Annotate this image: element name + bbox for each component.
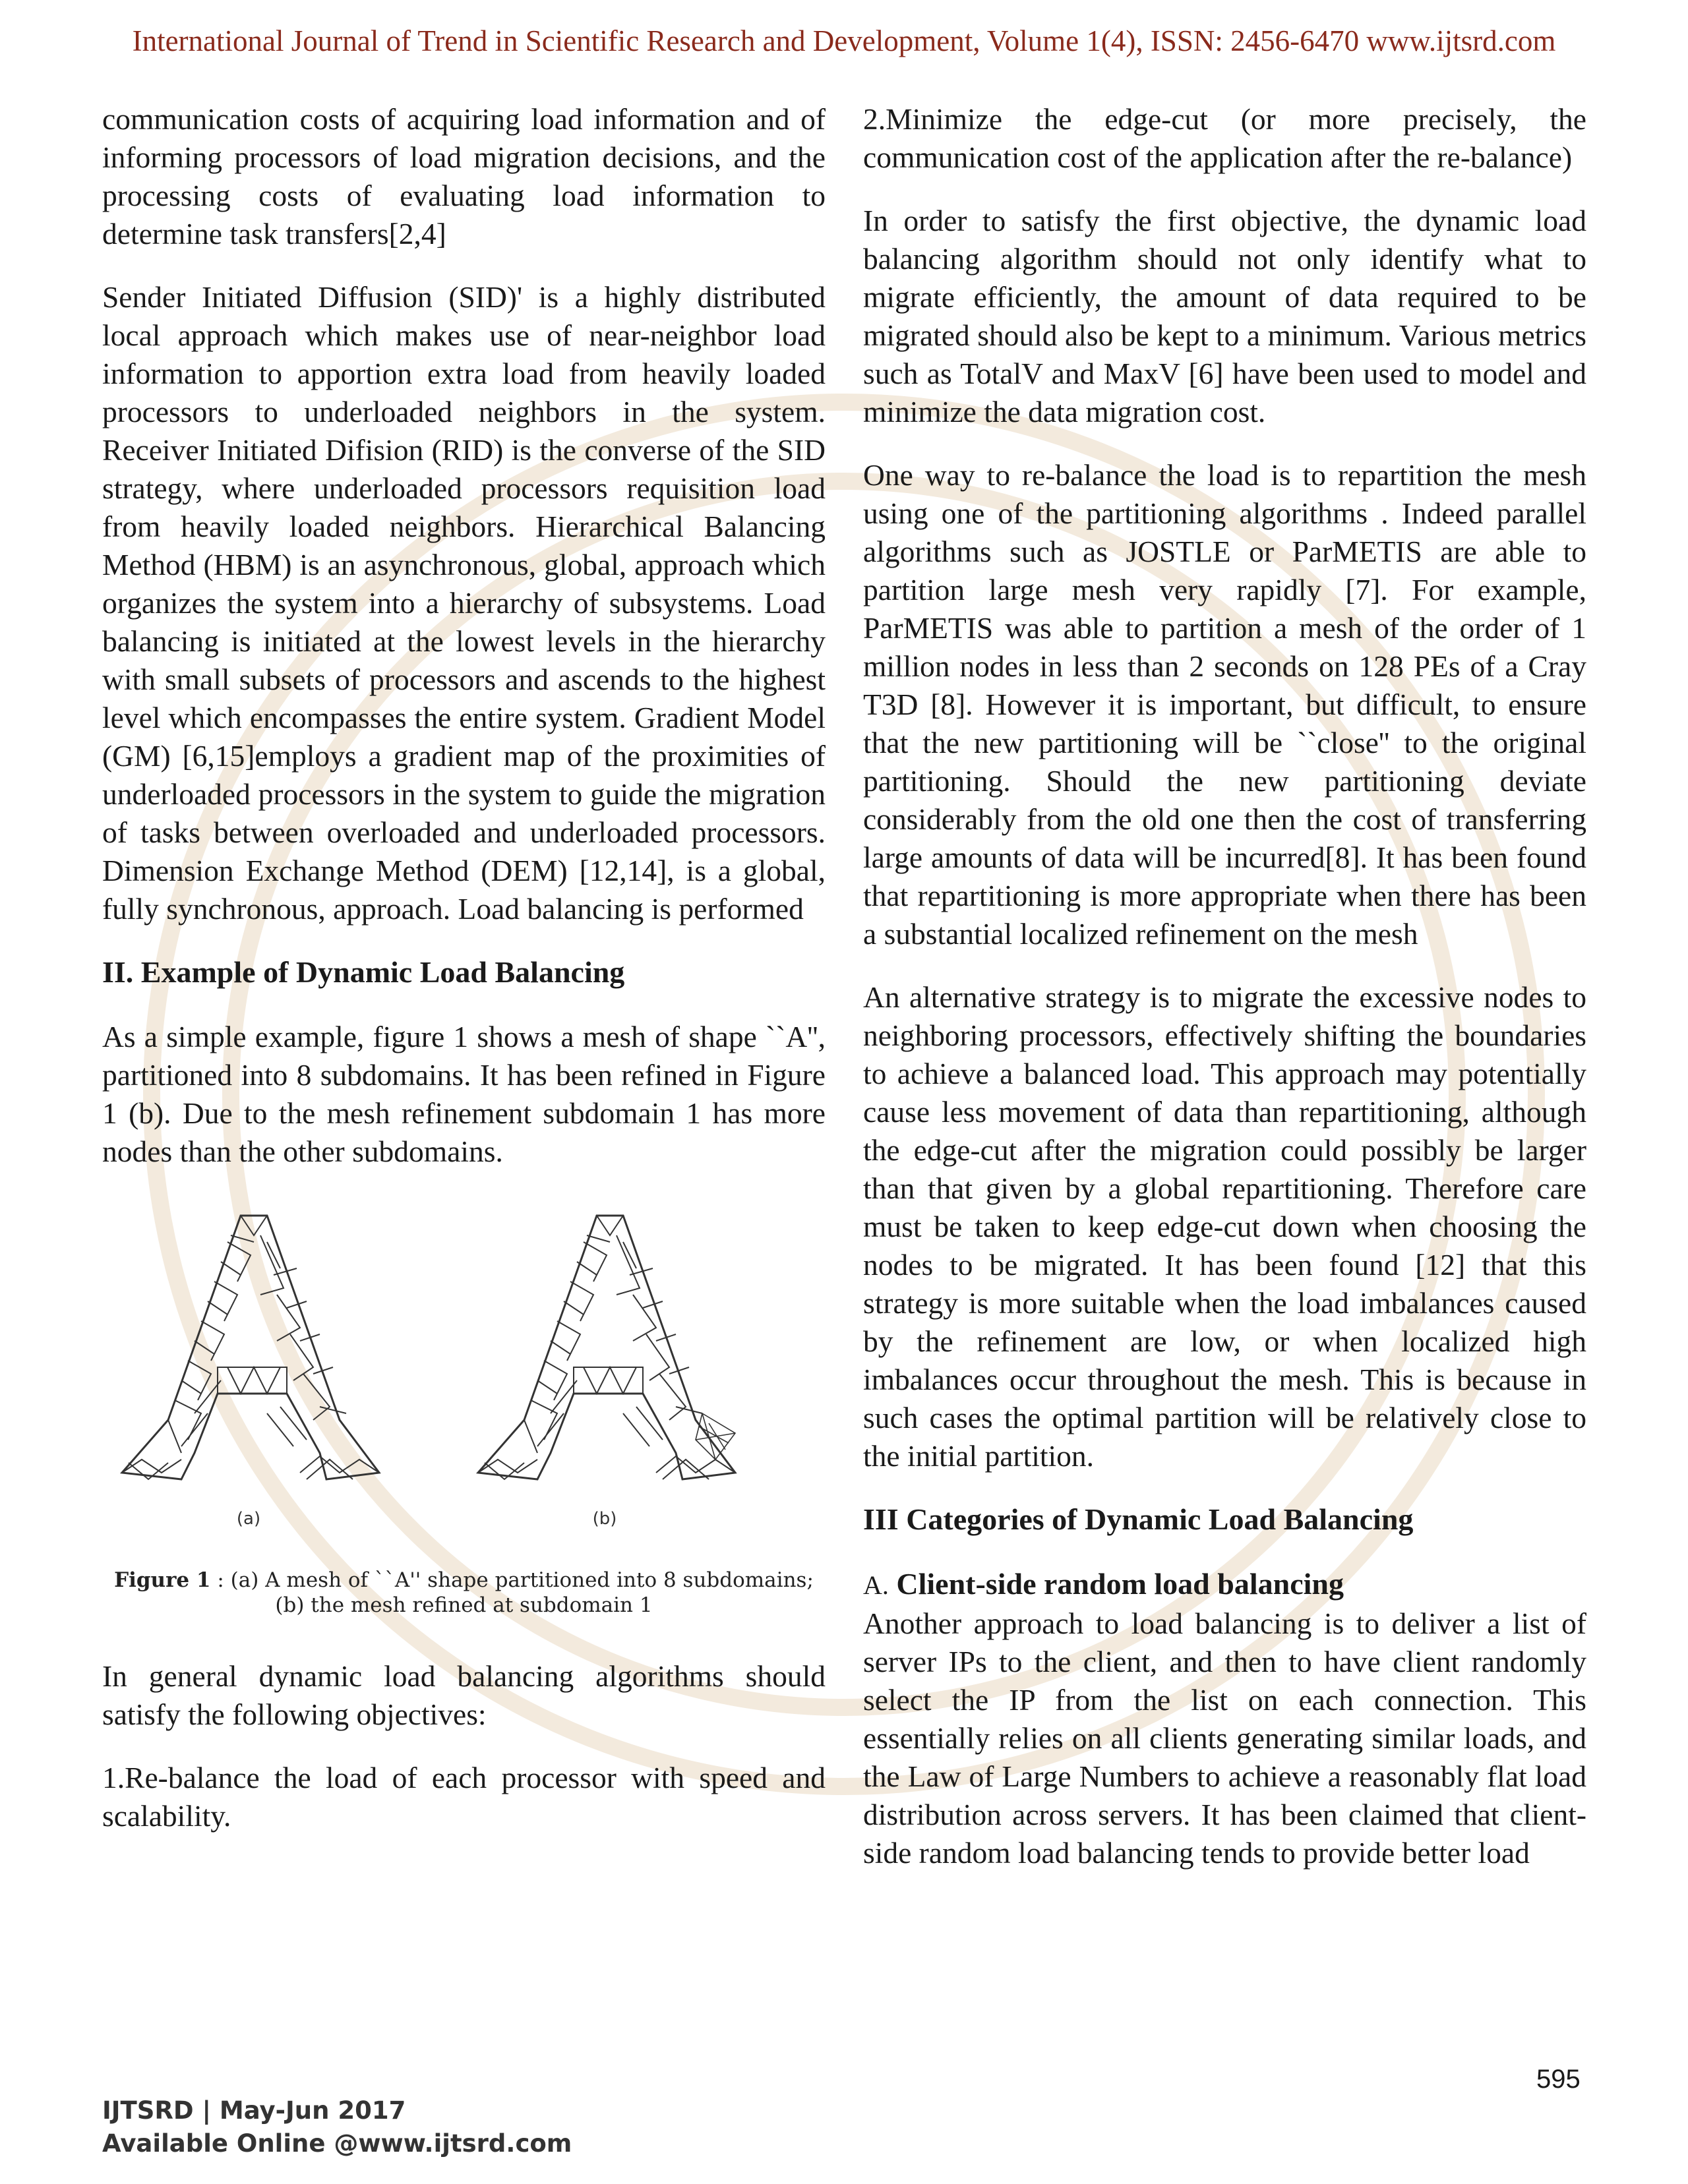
refined-region — [696, 1413, 735, 1460]
footer-journal-issue: IJTSRD | May-Jun 2017 — [102, 2096, 406, 2125]
footer-website: Available Online @www.ijtsrd.com — [102, 2129, 572, 2158]
left-paragraph-2: Sender Initiated Diffusion (SID)' is a highly distributed local approach which makes use of near-neighbor load information to apportion extra load from heavily loaded processors to underloaded neighbors in the system. Receiver Initiated Difision (RID) is the converse of the SID strategy, where underloaded processors requisition load from heavily loaded neighbors. Hierarchical Balancing Method (HBM) is an asynchronous, global, approach which organizes the system into a hierarchy of subsystems. Load balancing is initiated at the lowest levels in the hierarchy with small subsets of processors and ascends to the highest level which encompasses the entire system. Gradient Model (GM) [6,15]employs a gradient map of the proximities of underloaded processors in the system to guide the migration of tasks between overloaded and underloaded processors. Dimension Exchange Method (DEM) [12,14], is a global, fully synchronous, approach. Load balancing is performed — [102, 280, 826, 926]
subsection-letter: A. — [863, 1570, 889, 1600]
left-paragraph-3: As a simple example, figure 1 shows a mesh of shape ``A'', partitioned into 8 subdomains. It has been refined in Figure 1 (b). Due to the mesh refinement subdomain 1 has more nodes than the other subdomains. — [102, 1020, 826, 1168]
right-paragraph-4: An alternative strategy is to migrate the excessive nodes to neighboring processors, effectively shifting the boundaries to achieve a balanced load. This approach may potentially cause less movement of data than repartitioning, although the edge-cut after the migration could possibly be larger than that given by a global repartitioning. Therefore care must be taken to keep edge-cut down when choosing the nodes to be migrated. It has been found [12] that this strategy is more suitable when the load imbalances caused by the refinement are low, or when localized high imbalances occur throughout the mesh. This is because in such cases the optimal partition will be relatively close to the initial partition. — [863, 980, 1586, 1473]
figure-caption — [102, 1568, 826, 1618]
section-heading-example: II. Example of Dynamic Load Balancing — [102, 955, 625, 989]
mesh-figure — [102, 1196, 826, 1565]
journal-header: International Journal of Trend in Scientific Research and Development, Volume 1(4), ISSN: 2456-6470 www.ijtsrd.com — [132, 24, 1556, 57]
figure-1 — [102, 1196, 826, 1618]
figure-label-a: (a) — [236, 1509, 261, 1529]
figure-caption-label: Figure 1 — [114, 1568, 211, 1592]
left-paragraph-4: In general dynamic load balancing algorithms should satisfy the following objectives: — [102, 1659, 826, 1731]
right-paragraph-2: In order to satisfy the first objective, the dynamic load balancing algorithm should not only identify what to migrate efficiently, the amount of data required to be migrated should also be kept to a minimum. Various metrics such as TotalV and MaxV [6] have been used to model and minimize the data migration cost. — [863, 204, 1586, 428]
right-column — [863, 100, 1586, 1872]
page-footer — [102, 2094, 572, 2160]
page-number: 595 — [1536, 2065, 1581, 2094]
left-paragraph-5: 1.Re-balance the load of each processor with speed and scalability. — [102, 1761, 826, 1833]
right-paragraph-5: Another approach to load balancing is to deliver a list of server IPs to the client, and then to have client randomly select the IP from the list on each connection. This essentially relies on all clients generating similar loads, and the Law of Large Numbers to achieve a reasonably flat load distribution across servers. It has been claimed that client-side random load balancing tends to provide better load — [863, 1607, 1586, 1870]
figure-caption-text: : (a) A mesh of ``A'' shape partitioned into 8 subdomains; (b) the mesh refined at subdomain 1 — [210, 1568, 814, 1617]
mesh-a-shape — [122, 1216, 379, 1479]
right-paragraph-1: 2.Minimize the edge-cut (or more precisely, the communication cost of the application after the re-balance) — [863, 102, 1586, 174]
left-column — [102, 100, 826, 1860]
figure-label-b: (b) — [592, 1509, 617, 1529]
right-paragraph-3: One way to re-balance the load is to repartition the mesh using one of the partitioning algorithms . Indeed parallel algorithms such as JOSTLE or ParMETIS are able to partition large mesh very rapidly [7]. For example, ParMETIS was able to partition a mesh of the order of 1 million nodes in less than 2 seconds on 128 PEs of a Cray T3D [8]. However it is important, but difficult, to ensure that the new partitioning will be ``close'' to the original partitioning. Should the new partitioning deviate considerably from the old one then the cost of transferring large amounts of data will be incurred[8]. It has been found that repartitioning is more appropriate when there has been a substantial localized refinement on the mesh — [863, 458, 1586, 951]
section-heading-categories: III Categories of Dynamic Load Balancing — [863, 1502, 1414, 1536]
subsection-heading-client-side — [863, 1565, 1586, 1605]
subsection-title: Client-side random load balancing — [896, 1567, 1344, 1601]
left-paragraph-1: communication costs of acquiring load information and of informing processors of load migration decisions, and the processing costs of evaluating load information to determine task transfers[2,4] — [102, 102, 826, 251]
